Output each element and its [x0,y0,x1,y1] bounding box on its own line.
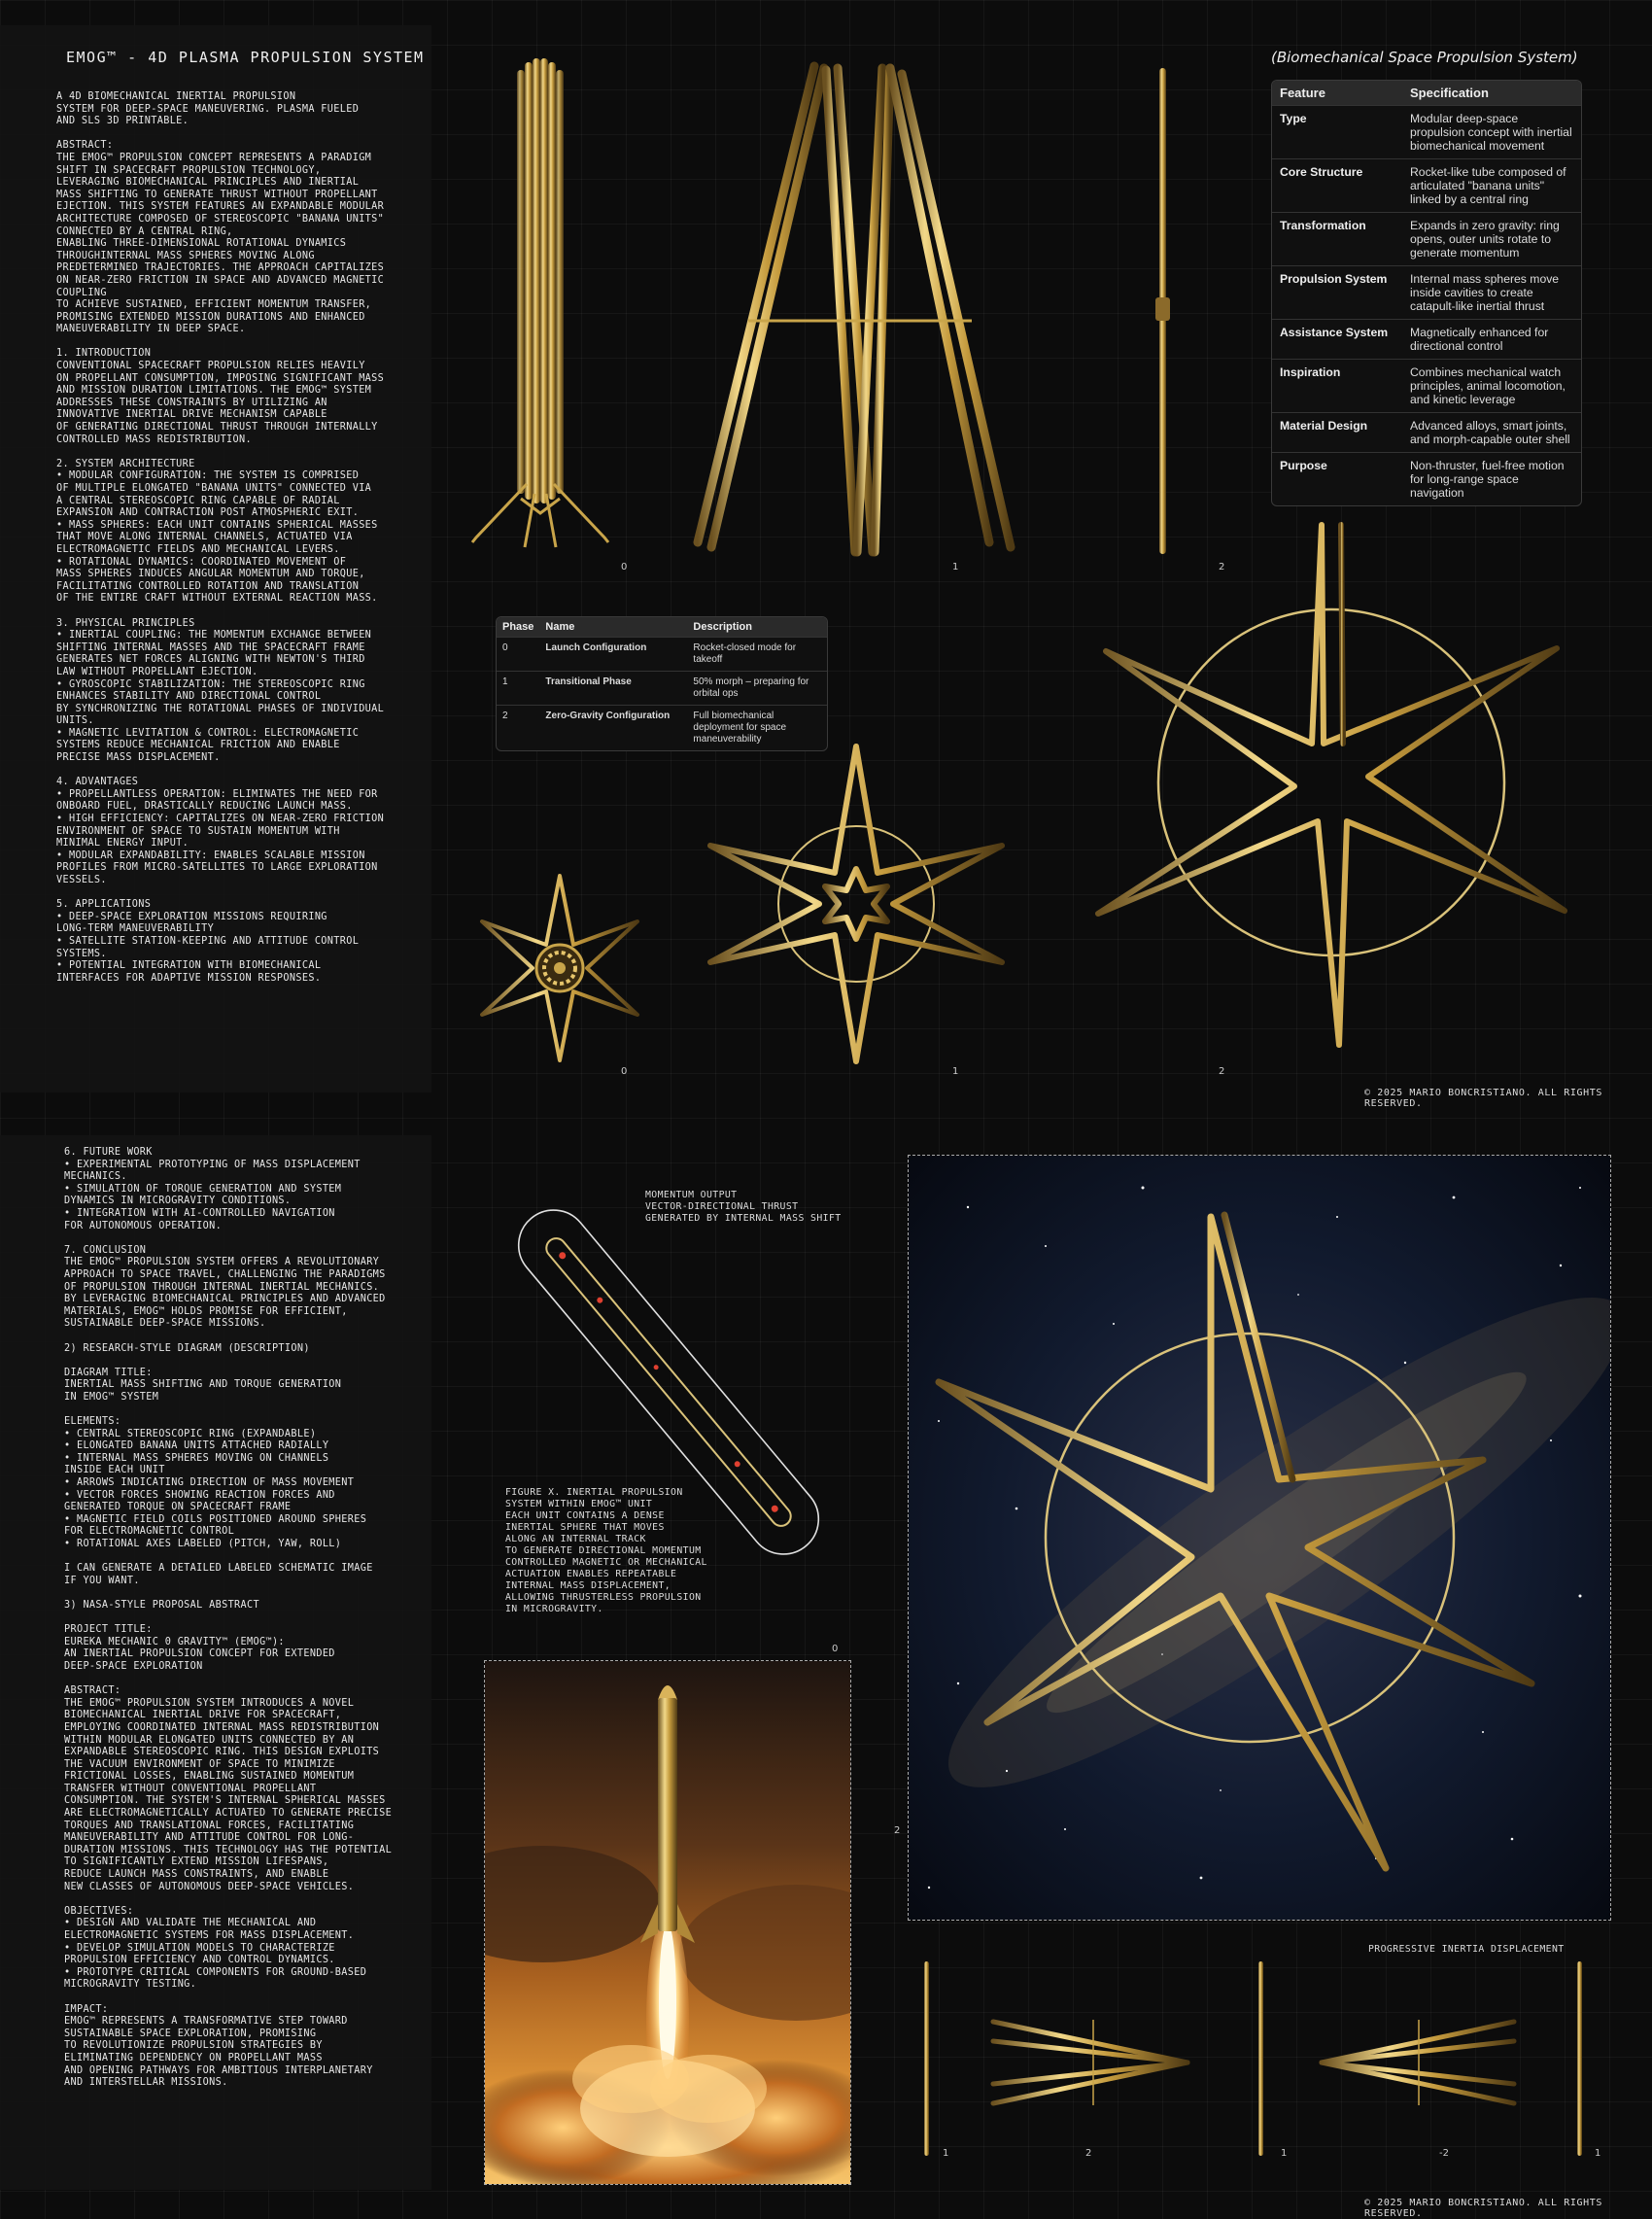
central-ring-closed [536,945,583,991]
spec-feature: Inspiration [1272,360,1402,413]
top-view-phase-0 [463,871,657,1065]
bottom-label-1a: 1 [943,2148,949,2159]
phase-description: Rocket-closed mode for takeoff [687,638,827,672]
bottom-label-2: 2 [1085,2148,1092,2159]
rocket-tube-closed [517,58,564,503]
spec-header-specification: Specification [1402,81,1581,106]
spec-value: Internal mass spheres move inside cavities to create catapult-like inertial thrust [1402,266,1581,320]
phase-name: Transitional Phase [539,672,687,706]
phase-number: 2 [497,706,539,751]
phase-description: 50% morph – preparing for orbital ops [687,672,827,706]
spec-value: Combines mechanical watch principles, animal locomotion, and kinetic leverage [1402,360,1581,413]
spec-feature: Purpose [1272,453,1402,506]
phase-table [496,616,828,751]
spec-feature: Propulsion System [1272,266,1402,320]
table-row [1272,453,1581,506]
top-label-2: 2 [1219,1066,1225,1077]
top-view-phase-2 [1064,515,1599,1050]
abstract-text: A 4D BIOMECHANICAL INERTIAL PROPULSION SYSTEM FOR DEEP-SPACE MANEUVERING. PLASMA FUELED AND SLS 3D PRINTABLE. ABSTRACT: THE EMOG™ PROPULSION CONCEPT REPRESENTS A PARADIGM SHIFT IN SPACECRAFT PROPULSION TECHNOLOGY, LEVERAGING BIOMECHANICAL PRINCIPLES AND INERTIAL MASS SHIFTING TO GENERATE THRUST WITHOUT PROPELLANT EJECTION. THIS SYSTEM FEATURES AN EXPANDABLE MODULAR ARCHITECTURE COMPOSED OF STEREOSCOPIC "BANANA UNITS" CONNECTED BY A CENTRAL RING, ENABLING THREE-DIMENSIONAL ROTATIONAL DYNAMICS THROUGHINTERNAL MASS SPHERES MOVING ALONG PREDETERMINED TRAJECTORIES. THE APPROACH CAPITALIZES ON NEAR-ZERO FRICTION IN SPACE AND ADVANCED MAGNETIC COUPLING TO ACHIEVE SUSTAINED, EFFICIENT MOMENTUM TRANSFER, PROMISING EXTENDED MISSION DURATIONS AND ENHANCED MANEUVERABILITY IN DEEP SPACE. 1. INTRODUCTION CONVENTIONAL SPACECRAFT PROPULSION RELIES HEAVILY ON PROPELLANT CONSUMPTION, IMPOSING SIGNIFICANT MASS AND MISSION DURATION LIMITATIONS. THE EMOG™ SYSTEM ADDRESSES THESE CONSTRAINTS BY UTILIZING AN INNOVATIVE INERTIAL DRIVE MECHANISM CAPABLE OF GENERATING DIRECTIONAL THRUST THROUGH INTERNALLY CONTROLLED MASS REDISTRIBUTION. 2. SYSTEM ARCHITECTURE • MODULAR CONFIGURATION: THE SYSTEM IS COMPRISED OF MULTIPLE ELONGATED "BANANA UNITS" CONNECTED VIA A CENTRAL STEREOSCOPIC RING CAPABLE OF RADIAL EXPANSION AND CONTRACTION POST ATMOSPHERIC EXIT. • MASS SPHERES: EACH UNIT CONTAINS SPHERICAL MASSES THAT MOVE ALONG INTERNAL CHANNELS, ACTUATED VIA ELECTROMAGNETIC FIELDS AND MECHANICAL LEVERS. • ROTATIONAL DYNAMICS: COORDINATED MOVEMENT OF MASS SPHERES INDUCES ANGULAR MOMENTUM AND TORQUE, FACILITATING CONTROLLED ROTATION AND TRANSLATION OF THE ENTIRE CRAFT WITHOUT EXTERNAL REACTION MASS. 3. PHYSICAL PRINCIPLES • INERTIAL COUPLING: THE MOMENTUM EXCHANGE BETWEEN SHIFTING INTERNAL MASSES AND THE SPACECRAFT FRAME GENERATES NET FORCES ALIGNING WITH NEWTON'S THIRD LAW WITHOUT PROPELLANT EJECTION. • GYROSCOPIC STABILIZATION: THE STEREOSCOPIC RING ENHANCES STABILITY AND DIRECTIONAL CONTROL BY SYNCHRONIZING THE ROTATIONAL PHASES OF INDIVIDUAL UNITS. • MAGNETIC LEVITATION & CONTROL: ELECTROMAGNETIC SYSTEMS REDUCE MECHANICAL FRICTION AND ENABLE PRECISE MASS DISPLACEMENT. 4. ADVANTAGES • PROPELLANTLESS OPERATION: ELIMINATES THE NEED FOR ONBOARD FUEL, DRASTICALLY REDUCING LAUNCH MASS. • HIGH EFFICIENCY: CAPITALIZES ON NEAR-ZERO FRICTION ENVIRONMENT OF SPACE TO SUSTAIN MOMENTUM WITH MINIMAL ENERGY INPUT. • MODULAR EXPANDABILITY: ENABLES SCALABLE MISSION PROFILES FROM MICRO-SATELLITES TO LARGE EXPLORATION VESSELS. 5. APPLICATIONS • DEEP-SPACE EXPLORATION MISSIONS REQUIRING LONG-TERM MANEUVERABILITY • SATELLITE STATION-KEEPING AND ATTITUDE CONTROL SYSTEMS. • POTENTIAL INTEGRATION WITH BIOMECHANICAL INTERFACES FOR ADAPTIVE MISSION RESPONSES. [56,91,385,984]
phase-number: 0 [497,638,539,672]
spec-value: Advanced alloys, smart joints, and morph-capable outer shell [1402,413,1581,453]
table-row [1272,360,1581,413]
spec-feature: Type [1272,106,1402,159]
bottom-label-1b: 1 [1281,2148,1288,2159]
deep-space-image [908,1155,1611,1921]
spec-value: Expands in zero gravity: ring opens, outer units rotate to generate momentum [1402,213,1581,266]
table-row [1272,266,1581,320]
side-label-0: 0 [621,562,628,572]
top-label-1: 1 [952,1066,959,1077]
spec-feature: Core Structure [1272,159,1402,213]
copyright-bottom: © 2025 MARIO BONCRISTIANO. ALL RIGHTS RESERVED. [1364,2198,1602,2219]
phase-name: Zero-Gravity Configuration [539,706,687,751]
side-view-phase-2 [1147,64,1180,560]
side-label-2: 2 [1219,562,1225,572]
table-row [1272,106,1581,159]
phase-header-phase: Phase [497,617,539,638]
spec-feature: Material Design [1272,413,1402,453]
side-label-1: 1 [952,562,959,572]
phase-description: Full biomechanical deployment for space maneuverability [687,706,827,751]
table-row [1272,413,1581,453]
side-view-phase-0 [466,56,612,552]
spec-subtitle: (Biomechanical Space Propulsion System) [1271,49,1578,66]
mass-sphere [558,1251,568,1261]
figure-caption: FIGURE X. INERTIAL PROPULSION SYSTEM WITHIN EMOG™ UNIT EACH UNIT CONTAINS A DENSE INERTIAL SPHERE THAT MOVES ALONG AN INTERNAL TRACK TO GENERATE DIRECTIONAL MOMENTUM CONTROLLED MAGNETIC OR MECHANICAL ACTUATION ENABLES REPEATABLE INTERNAL MASS DISPLACEMENT, ALLOWING THRUSTERLESS PROPULSION IN MICROGRAVITY. [505,1487,707,1614]
bottom-label-minus-2: -2 [1439,2148,1449,2159]
phase-header-name: Name [539,617,687,638]
phase-number: 1 [497,672,539,706]
top-view-phase-1 [686,739,1026,1069]
momentum-output-label: MOMENTUM OUTPUT VECTOR-DIRECTIONAL THRUST GENERATED BY INTERNAL MASS SHIFT [645,1190,842,1224]
spec-table [1271,80,1582,506]
mass-sphere [733,1460,740,1468]
mass-sphere [770,1504,779,1513]
spec-value: Magnetically enhanced for directional control [1402,320,1581,360]
space-photo-label: 2 [894,1825,901,1836]
progressive-label: PROGRESSIVE INERTIA DISPLACEMENT [1368,1944,1565,1955]
table-row [497,672,827,706]
left-text-panel-bottom [0,1135,431,2190]
bottom-label-1c: 1 [1595,2148,1601,2159]
spec-value: Modular deep-space propulsion concept with inertial biomechanical movement [1402,106,1581,159]
phase-header-description: Description [687,617,827,638]
spec-value: Non-thruster, fuel-free motion for long-range space navigation [1402,453,1581,506]
spec-feature: Assistance System [1272,320,1402,360]
phase-name: Launch Configuration [539,638,687,672]
mass-sphere [596,1297,603,1304]
spec-header-feature: Feature [1272,81,1402,106]
side-view-phase-1 [680,56,1030,562]
table-row [1272,320,1581,360]
spec-feature: Transformation [1272,213,1402,266]
spec-value: Rocket-like tube composed of articulated "banana units" linked by a central ring [1402,159,1581,213]
page-title: EMOG™ - 4D PLASMA PROPULSION SYSTEM [66,49,425,66]
rocket-photo-label: 0 [832,1644,839,1654]
proposal-text: 6. FUTURE WORK • EXPERIMENTAL PROTOTYPING OF MASS DISPLACEMENT MECHANICS. • SIMULATION OF TORQUE GENERATION AND SYSTEM DYNAMICS IN MICROGRAVITY CONDITIONS. • INTEGRATION WITH AI-CONTROLLED NAVIGATION FOR AUTONOMOUS OPERATION. 7. CONCLUSION THE EMOG™ PROPULSION SYSTEM OFFERS A REVOLUTIONARY APPROACH TO SPACE TRAVEL, CHALLENGING THE PARADIGMS OF PROPULSION THROUGH INTERNAL INERTIAL MECHANICS. BY LEVERAGING BIOMECHANICAL PRINCIPLES AND ADVANCED MATERIALS, EMOG™ HOLDS PROMISE FOR EFFICIENT, SUSTAINABLE DEEP-SPACE MISSIONS. 2) RESEARCH-STYLE DIAGRAM (DESCRIPTION) DIAGRAM TITLE: INERTIAL MASS SHIFTING AND TORQUE GENERATION IN EMOG™ SYSTEM ELEMENTS: • CENTRAL STEREOSCOPIC RING (EXPANDABLE) • ELONGATED BANANA UNITS ATTACHED RADIALLY • INTERNAL MASS SPHERES MOVING ON CHANNELS INSIDE EACH UNIT • ARROWS INDICATING DIRECTION OF MASS MOVEMENT • VECTOR FORCES SHOWING REACTION FORCES AND GENERATED TORQUE ON SPACECRAFT FRAME • MAGNETIC FIELD COILS POSITIONED AROUND SPHERES FOR ELECTROMAGNETIC CONTROL • ROTATIONAL AXES LABELED (PITCH, YAW, ROLL) I CAN GENERATE A DETAILED LABELED SCHEMATIC IMAGE IF YOU WANT. 3) NASA-STYLE PROPOSAL ABSTRACT PROJECT TITLE: EUREKA MECHANIC 0 GRAVITY™ (EMOG™): AN INERTIAL PROPULSION CONCEPT FOR EXTENDED DEEP-SPACE EXPLORATION ABSTRACT: THE EMOG™ PROPULSION SYSTEM INTRODUCES A NOVEL BIOMECHANICAL INERTIAL DRIVE FOR SPACECRAFT, EMPLOYING COORDINATED INTERNAL MASS REDISTRIBUTION WITHIN MODULAR ELONGATED UNITS CONNECTED BY AN EXPANDABLE STEREOSCOPIC RING. THIS DESIGN EXPLOITS THE VACUUM ENVIRONMENT OF SPACE TO MINIMIZE FRICTIONAL LOSSES, ENABLING SUSTAINED MOMENTUM TRANSFER WITHOUT CONVENTIONAL PROPELLANT CONSUMPTION. THE SYSTEM'S INTERNAL SPHERICAL MASSES ARE ELECTROMAGNETICALLY ACTUATED TO GENERATE PRECISE TORQUES AND TRANSLATIONAL FORCES, FACILITATING MANEUVERABILITY AND ATTITUDE CONTROL FOR LONG- DURATION MISSIONS. THIS TECHNOLOGY HAS THE POTENTIAL TO SIGNIFICANTLY EXTEND MISSION LIFESPANS, REDUCE LAUNCH MASS CONSTRAINTS, AND ENABLE NEW CLASSES OF AUTONOMOUS DEEP-SPACE VEHICLES. OBJECTIVES: • DESIGN AND VALIDATE THE MECHANICAL AND ELECTROMAGNETIC SYSTEMS FOR MASS DISPLACEMENT. • DEVELOP SIMULATION MODELS TO CHARACTERIZE PROPULSION EFFICIENCY AND CONTROL DYNAMICS. • PROTOTYPE CRITICAL COMPONENTS FOR GROUND-BASED MICROGRAVITY TESTING. IMPACT: EMOG™ REPRESENTS A TRANSFORMATIVE STEP TOWARD SUSTAINABLE SPACE EXPLORATION, PROMISING TO REVOLUTIONIZE PROPULSION STRATEGIES BY ELIMINATING DEPENDENCY ON PROPELLANT MASS AND OPENING PATHWAYS FOR AMBITIOUS INTERPLANETARY AND INTERSTELLAR MISSIONS. [64,1147,393,2089]
mass-sphere [653,1364,660,1370]
table-row [1272,159,1581,213]
top-label-0: 0 [621,1066,628,1077]
table-row [1272,213,1581,266]
table-row [497,638,827,672]
rocket-launch-image [484,1660,851,2185]
progressive-strip [913,1956,1613,2169]
left-text-panel-top [0,25,431,1092]
copyright-top: © 2025 MARIO BONCRISTIANO. ALL RIGHTS RESERVED. [1364,1088,1602,1109]
